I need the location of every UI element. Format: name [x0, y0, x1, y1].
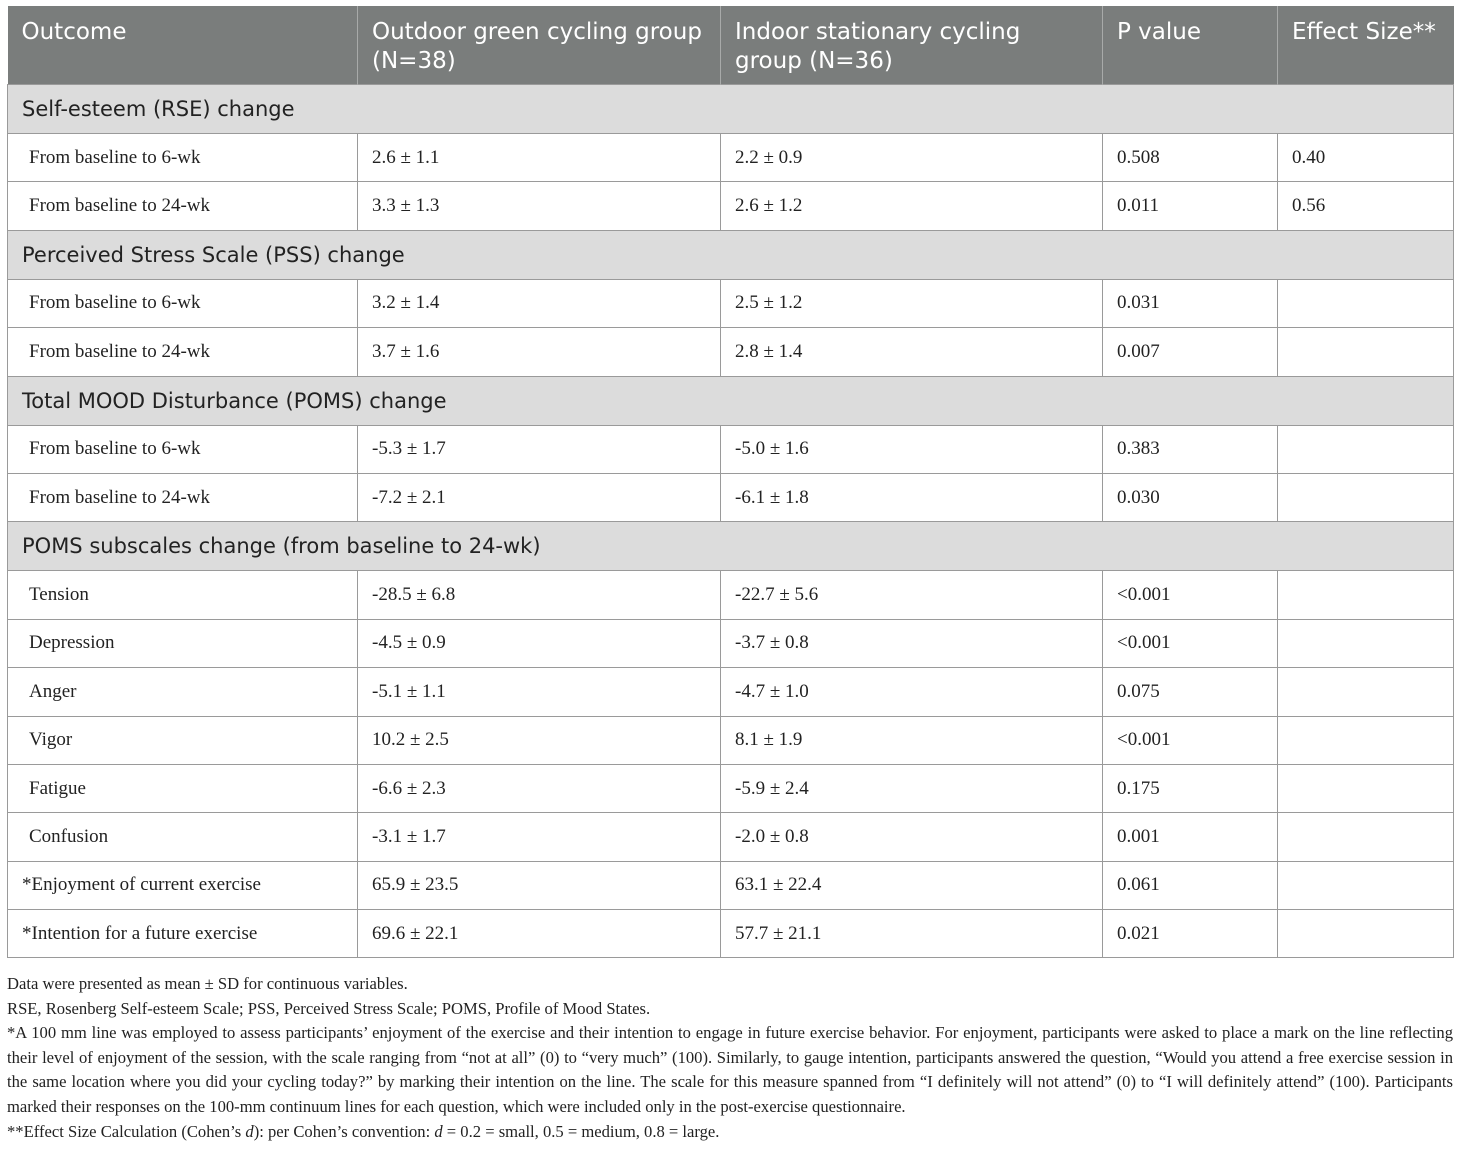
table-row — [8, 571, 1454, 619]
outcome-cell: Anger — [8, 668, 358, 716]
footnote-visual-analog-scale: *A 100 mm line was employed to assess participants’ enjoyment of the exercise and their intention to engage in future exercise behavior. For enjoyment, participants were asked to place a mark on the line reflecting their level of enjoyment of the session, with the scale ranging from “not at all” (0) to “very much” (100). Similarly, to gauge intention, participants answered the question, “Would you attend a free exercise session in the same location where you did your cycling today?” by marking their intention on the line. The scale for this measure spanned from “I definitely will not attend” (0) to “I will definitely attend” (100). Participants marked their responses on the 100-mm continuum lines for each question, which were included only in the post-exercise questionnaire. — [7, 1023, 1453, 1116]
table-row — [8, 764, 1454, 812]
outcome-cell: From baseline to 24-wk — [8, 473, 358, 521]
footnote-effect-size-mid: ): per Cohen’s convention: — [253, 1121, 435, 1141]
p-value-cell: 0.001 — [1103, 813, 1278, 861]
p-value-cell: 0.175 — [1103, 764, 1278, 812]
header-p-value: P value — [1103, 6, 1278, 85]
indoor-cell: -6.1 ± 1.8 — [721, 473, 1103, 521]
outdoor-cell: 69.6 ± 22.1 — [358, 910, 721, 958]
indoor-cell: 63.1 ± 22.4 — [721, 861, 1103, 909]
section-title: Self-esteem (RSE) change — [8, 85, 1454, 134]
effect-size-cell — [1278, 668, 1454, 716]
table-row — [8, 473, 1454, 521]
outcome-cell: From baseline to 24-wk — [8, 182, 358, 230]
footnote-effect-size-prefix: **Effect Size Calculation (Cohen’s — [7, 1121, 246, 1141]
effect-size-cell: 0.40 — [1278, 134, 1454, 182]
table-row — [8, 910, 1454, 958]
section-row-poms-subscales — [8, 522, 1454, 571]
section-row-poms-total — [8, 376, 1454, 425]
cohens-d-symbol: d — [245, 1121, 254, 1141]
p-value-cell: 0.011 — [1103, 182, 1278, 230]
effect-size-cell — [1278, 764, 1454, 812]
outdoor-cell: -5.1 ± 1.1 — [358, 668, 721, 716]
outdoor-cell: -7.2 ± 2.1 — [358, 473, 721, 521]
cohens-d-symbol: d — [434, 1121, 443, 1141]
effect-size-cell — [1278, 279, 1454, 327]
p-value-cell: 0.030 — [1103, 473, 1278, 521]
p-value-cell: 0.383 — [1103, 425, 1278, 473]
header-indoor-group: Indoor stationary cycling group (N=36) — [721, 6, 1103, 85]
table-row — [8, 861, 1454, 909]
section-title: Total MOOD Disturbance (POMS) change — [8, 376, 1454, 425]
outcome-cell: From baseline to 6-wk — [8, 134, 358, 182]
header-outdoor-group: Outdoor green cycling group (N=38) — [358, 6, 721, 85]
indoor-cell: 2.6 ± 1.2 — [721, 182, 1103, 230]
indoor-cell: -2.0 ± 0.8 — [721, 813, 1103, 861]
p-value-cell: 0.007 — [1103, 328, 1278, 376]
outcome-cell: Vigor — [8, 716, 358, 764]
p-value-cell: 0.031 — [1103, 279, 1278, 327]
table-row — [8, 668, 1454, 716]
effect-size-cell: 0.56 — [1278, 182, 1454, 230]
outcome-cell: From baseline to 6-wk — [8, 279, 358, 327]
table-row — [8, 425, 1454, 473]
table-header-row — [8, 6, 1454, 85]
results-table — [7, 6, 1454, 958]
results-table-container — [7, 6, 1453, 958]
table-row — [8, 716, 1454, 764]
p-value-cell: 0.075 — [1103, 668, 1278, 716]
p-value-cell: <0.001 — [1103, 619, 1278, 667]
indoor-cell: -5.0 ± 1.6 — [721, 425, 1103, 473]
effect-size-cell — [1278, 473, 1454, 521]
table-row — [8, 279, 1454, 327]
effect-size-cell — [1278, 716, 1454, 764]
p-value-cell: 0.021 — [1103, 910, 1278, 958]
effect-size-cell — [1278, 425, 1454, 473]
p-value-cell: 0.508 — [1103, 134, 1278, 182]
header-outcome: Outcome — [8, 6, 358, 85]
outcome-cell: Fatigue — [8, 764, 358, 812]
effect-size-cell — [1278, 910, 1454, 958]
effect-size-cell — [1278, 813, 1454, 861]
indoor-cell: -5.9 ± 2.4 — [721, 764, 1103, 812]
outdoor-cell: 3.2 ± 1.4 — [358, 279, 721, 327]
indoor-cell: -4.7 ± 1.0 — [721, 668, 1103, 716]
table-row — [8, 134, 1454, 182]
outdoor-cell: 2.6 ± 1.1 — [358, 134, 721, 182]
outcome-cell: From baseline to 6-wk — [8, 425, 358, 473]
effect-size-cell — [1278, 571, 1454, 619]
indoor-cell: 2.8 ± 1.4 — [721, 328, 1103, 376]
effect-size-cell — [1278, 861, 1454, 909]
p-value-cell: <0.001 — [1103, 571, 1278, 619]
outcome-cell: From baseline to 24-wk — [8, 328, 358, 376]
table-row — [8, 182, 1454, 230]
table-row — [8, 813, 1454, 861]
indoor-cell: 8.1 ± 1.9 — [721, 716, 1103, 764]
p-value-cell: 0.061 — [1103, 861, 1278, 909]
outcome-cell: Confusion — [8, 813, 358, 861]
indoor-cell: 57.7 ± 21.1 — [721, 910, 1103, 958]
section-row-rse — [8, 85, 1454, 134]
footnote-abbreviations: RSE, Rosenberg Self-esteem Scale; PSS, Perceived Stress Scale; POMS, Profile of Mood States. — [7, 998, 651, 1018]
outdoor-cell: -28.5 ± 6.8 — [358, 571, 721, 619]
header-effect-size: Effect Size** — [1278, 6, 1454, 85]
footnote-effect-size — [7, 1120, 1453, 1145]
indoor-cell: -22.7 ± 5.6 — [721, 571, 1103, 619]
outcome-cell: *Enjoyment of current exercise — [8, 861, 358, 909]
outdoor-cell: -6.6 ± 2.3 — [358, 764, 721, 812]
section-title: POMS subscales change (from baseline to 24-wk) — [8, 522, 1454, 571]
effect-size-cell — [1278, 619, 1454, 667]
outdoor-cell: -3.1 ± 1.7 — [358, 813, 721, 861]
p-value-cell: <0.001 — [1103, 716, 1278, 764]
outdoor-cell: 3.7 ± 1.6 — [358, 328, 721, 376]
outcome-cell: Tension — [8, 571, 358, 619]
indoor-cell: -3.7 ± 0.8 — [721, 619, 1103, 667]
outdoor-cell: 10.2 ± 2.5 — [358, 716, 721, 764]
table-row — [8, 328, 1454, 376]
footnote-data-presentation: Data were presented as mean ± SD for continuous variables. — [7, 974, 408, 993]
indoor-cell: 2.2 ± 0.9 — [721, 134, 1103, 182]
table-footnotes — [7, 972, 1453, 1144]
section-row-pss — [8, 230, 1454, 279]
outdoor-cell: -5.3 ± 1.7 — [358, 425, 721, 473]
effect-size-cell — [1278, 328, 1454, 376]
outdoor-cell: 3.3 ± 1.3 — [358, 182, 721, 230]
footnote-effect-size-suffix: = 0.2 = small, 0.5 = medium, 0.8 = large. — [442, 1121, 720, 1141]
outcome-cell: Depression — [8, 619, 358, 667]
indoor-cell: 2.5 ± 1.2 — [721, 279, 1103, 327]
outdoor-cell: -4.5 ± 0.9 — [358, 619, 721, 667]
outcome-cell: *Intention for a future exercise — [8, 910, 358, 958]
table-row — [8, 619, 1454, 667]
outdoor-cell: 65.9 ± 23.5 — [358, 861, 721, 909]
section-title: Perceived Stress Scale (PSS) change — [8, 230, 1454, 279]
